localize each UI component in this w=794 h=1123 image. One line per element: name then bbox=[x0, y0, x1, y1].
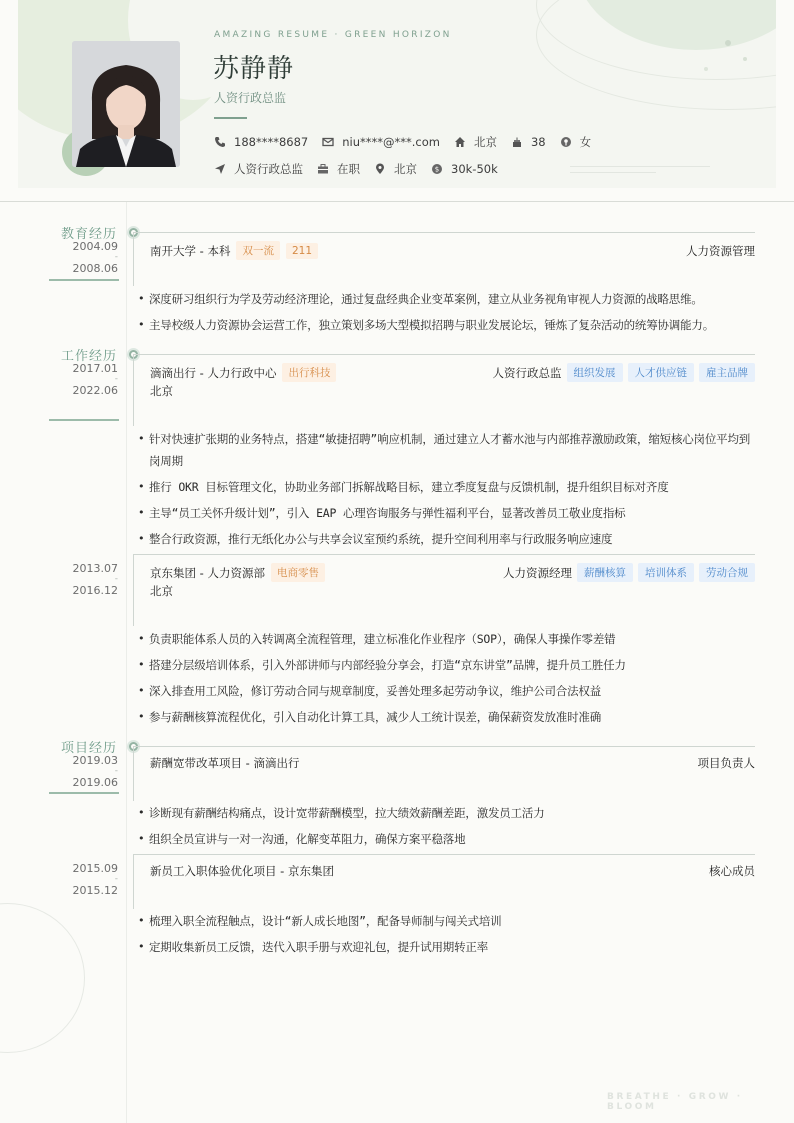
phone-icon bbox=[214, 136, 226, 148]
entry-header bbox=[150, 755, 755, 771]
date-separator: - bbox=[114, 374, 118, 384]
send-icon bbox=[214, 163, 226, 175]
project-entry bbox=[133, 854, 755, 909]
resume-tagline: AMAZING RESUME · GREEN HORIZON bbox=[214, 30, 452, 40]
skill-tag: 人才供应链 bbox=[628, 363, 695, 382]
job-intent-row bbox=[214, 161, 512, 177]
date-separator: - bbox=[114, 766, 118, 776]
decor-line bbox=[570, 172, 656, 173]
education-bullets bbox=[138, 288, 758, 340]
age-text: 38 bbox=[530, 135, 546, 149]
job-location: 北京 bbox=[150, 584, 173, 598]
skill-tag: 雇主品牌 bbox=[699, 363, 755, 382]
project-role: 项目负责人 bbox=[697, 756, 755, 770]
date-range bbox=[48, 241, 118, 274]
date-end: 2019.06 bbox=[72, 776, 118, 789]
skill-tag: 培训体系 bbox=[638, 563, 694, 582]
school-name: 南开大学 - 本科 bbox=[150, 243, 231, 258]
date-separator: - bbox=[114, 252, 118, 262]
intent-salary bbox=[431, 162, 498, 176]
date-start: 2017.01 bbox=[72, 362, 118, 375]
project-entry bbox=[133, 746, 755, 801]
skill-tag: 薪酬核算 bbox=[577, 563, 633, 582]
decor-circle bbox=[0, 903, 85, 1053]
intent-city bbox=[374, 161, 417, 177]
cake-icon bbox=[511, 136, 523, 148]
section-underline bbox=[49, 792, 119, 794]
intent-position bbox=[214, 161, 303, 177]
section-underline bbox=[49, 279, 119, 281]
contact-city bbox=[454, 134, 497, 150]
intent-position-text: 人资行政总监 bbox=[234, 162, 303, 176]
salary-icon bbox=[431, 163, 443, 175]
work-entry bbox=[133, 354, 755, 426]
date-range bbox=[48, 755, 118, 788]
project-bullets bbox=[138, 802, 758, 854]
industry-tag: 出行科技 bbox=[282, 363, 336, 382]
date-start: 2004.09 bbox=[72, 240, 118, 253]
date-separator: - bbox=[114, 874, 118, 884]
list-item: • 负责职能体系人员的入转调离全流程管理，建立标准化作业程序（SOP），确保人事操作零差错 bbox=[138, 632, 616, 646]
school-tag: 双一流 bbox=[236, 241, 280, 260]
project-role: 核心成员 bbox=[709, 864, 755, 878]
section-title-education: 教育经历 bbox=[61, 227, 118, 242]
section-title-project: 项目经历 bbox=[61, 741, 118, 756]
profile-photo bbox=[72, 41, 180, 167]
date-start: 2015.09 bbox=[72, 862, 118, 875]
candidate-title: 人资行政总监 bbox=[214, 91, 287, 105]
list-item: • 针对快速扩张期的业务特点，搭建“敏捷招聘”响应机制，通过建立人才蓄水池与内部推荐激励政策，缩短核心岗位平均到岗周期 bbox=[138, 432, 751, 468]
work-entry bbox=[133, 554, 755, 626]
entry-header bbox=[150, 363, 755, 382]
list-item: • 定期收集新员工反馈，迭代入职手册与欢迎礼包，提升试用期转正率 bbox=[138, 940, 488, 954]
header-divider bbox=[0, 201, 794, 202]
job-role: 人资行政总监 bbox=[492, 365, 562, 380]
list-item: • 主导“员工关怀升级计划”，引入 EAP 心理咨询服务与弹性福利平台，显著改善员工敬业度指标 bbox=[138, 506, 626, 520]
project-name: 新员工入职体验优化项目 - 京东集团 bbox=[150, 864, 334, 878]
date-end: 2008.06 bbox=[72, 262, 118, 275]
work-bullets bbox=[138, 628, 758, 732]
svg-text:$: $ bbox=[434, 165, 440, 174]
list-item: • 梳理入职全流程触点，设计“新人成长地图”，配备导师制与闯关式培训 bbox=[138, 914, 502, 928]
list-item: • 整合行政资源，推行无纸化办公与共享会议室预约系统，提升空间利用率与行政服务响应速度 bbox=[138, 532, 613, 546]
decor-dot bbox=[704, 67, 708, 71]
company-name: 京东集团 - 人力资源部 bbox=[150, 565, 265, 580]
project-name: 薪酬宽带改革项目 - 滴滴出行 bbox=[150, 756, 300, 770]
list-item: • 深度研习组织行为学及劳动经济理论，通过复盘经典企业变革案例，建立从业务视角审视人力资源的战略思维。 bbox=[138, 292, 703, 306]
intent-status-text: 在职 bbox=[337, 162, 360, 176]
decor-arc bbox=[536, 0, 776, 110]
list-item: • 搭建分层级培训体系，引入外部讲师与内部经验分享会，打造“京东讲堂”品牌，提升员工胜任力 bbox=[138, 658, 626, 672]
list-item: • 参与薪酬核算流程优化，引入自动化计算工具，减少人工统计误差，确保薪资发放准时准确 bbox=[138, 710, 601, 724]
gender-text: 女 bbox=[579, 135, 592, 149]
entry-header bbox=[150, 563, 755, 582]
major-name: 人力资源管理 bbox=[686, 243, 755, 258]
date-end: 2016.12 bbox=[72, 584, 118, 597]
section-underline bbox=[49, 419, 119, 421]
decor-dot bbox=[725, 40, 731, 46]
company-name: 滴滴出行 - 人力行政中心 bbox=[150, 365, 277, 380]
date-range bbox=[48, 863, 118, 896]
list-item: • 组织全员宣讲与一对一沟通，化解变革阻力，确保方案平稳落地 bbox=[138, 832, 466, 846]
footer-motto: BREATHE · GROW · BLOOM bbox=[607, 1092, 743, 1112]
intent-city-text: 北京 bbox=[394, 162, 417, 176]
school-tag: 211 bbox=[286, 243, 318, 259]
date-range bbox=[48, 363, 118, 396]
city-text: 北京 bbox=[473, 135, 497, 149]
intent-status bbox=[317, 161, 360, 177]
list-item: • 深入排查用工风险，修订劳动合同与规章制度，妥善处理多起劳动争议，维护公司合法权益 bbox=[138, 684, 601, 698]
briefcase-icon bbox=[317, 163, 329, 175]
skill-tag: 劳动合规 bbox=[699, 563, 755, 582]
contact-email bbox=[322, 135, 440, 149]
list-item: • 诊断现有薪酬结构痛点，设计宽带薪酬模型，拉大绩效薪酬差距，激发员工活力 bbox=[138, 806, 545, 820]
project-bullets bbox=[138, 910, 758, 962]
entry-header bbox=[150, 863, 755, 879]
date-separator: - bbox=[114, 574, 118, 584]
decor-line bbox=[570, 166, 710, 167]
industry-tag: 电商零售 bbox=[271, 563, 325, 582]
date-end: 2022.06 bbox=[72, 384, 118, 397]
date-start: 2013.07 bbox=[72, 562, 118, 575]
contact-row bbox=[214, 134, 605, 150]
contact-phone bbox=[214, 135, 308, 149]
candidate-name: 苏静静 bbox=[213, 54, 295, 84]
sidebar-rule bbox=[126, 202, 127, 1123]
job-role: 人力资源经理 bbox=[503, 565, 572, 580]
list-item: • 主导校级人力资源协会运营工作，独立策划多场大型模拟招聘与职业发展论坛，锤炼了复杂活动的统筹协调能力。 bbox=[138, 318, 714, 332]
list-item: • 推行 OKR 目标管理文化，协助业务部门拆解战略目标，建立季度复盘与反馈机制，提升组织目标对齐度 bbox=[138, 480, 669, 494]
phone-text: 188****8687 bbox=[234, 135, 309, 149]
decor-dot bbox=[743, 57, 747, 61]
gender-icon bbox=[560, 136, 572, 148]
title-underline bbox=[214, 117, 247, 119]
contact-age bbox=[511, 135, 546, 149]
location-pin-icon bbox=[374, 163, 386, 175]
skill-tag: 组织发展 bbox=[567, 363, 623, 382]
education-entry bbox=[133, 232, 755, 286]
date-range bbox=[48, 563, 118, 596]
email-text: niu****@***.com bbox=[342, 135, 440, 149]
section-title-work: 工作经历 bbox=[61, 349, 118, 364]
contact-gender bbox=[560, 134, 592, 150]
entry-header bbox=[150, 241, 755, 260]
date-end: 2015.12 bbox=[72, 884, 118, 897]
mail-icon bbox=[322, 136, 334, 148]
work-bullets bbox=[138, 428, 758, 554]
date-start: 2019.03 bbox=[72, 754, 118, 767]
intent-salary-text: 30k-50k bbox=[451, 162, 498, 176]
home-icon bbox=[454, 136, 466, 148]
job-location: 北京 bbox=[150, 384, 173, 398]
